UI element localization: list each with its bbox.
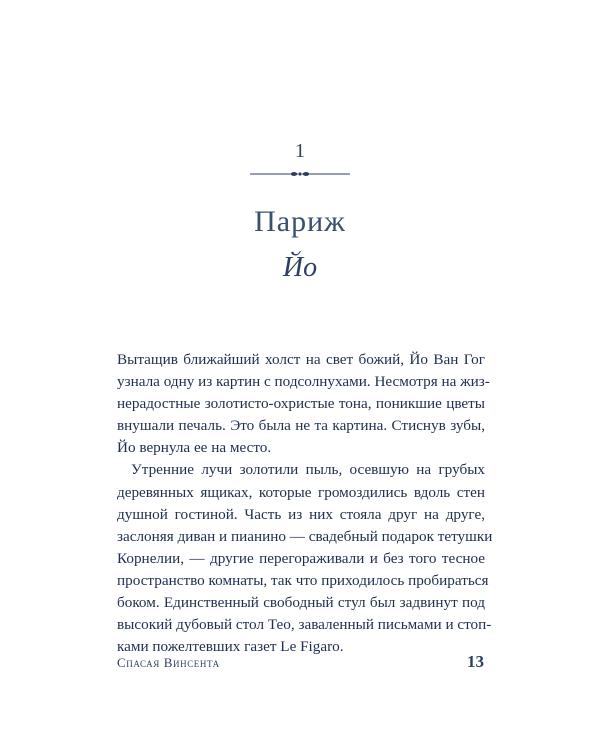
text-line: Йо вернула ее на место.: [117, 439, 272, 457]
text-line: боком. Единственный свободный стул был задвинут под: [117, 594, 485, 612]
text-line: пространство комнаты, так что приходилось пробираться: [117, 571, 489, 589]
divider-ornament-icon: [250, 168, 350, 180]
page-number: 13: [467, 652, 484, 671]
text-line: ками пожелтевших газет Le Figaro.: [117, 638, 344, 656]
text-line: нерадостные золотисто-охристые тона, поникшие цветы: [117, 395, 485, 413]
chapter-number: 1: [295, 140, 305, 162]
text-line: Вытащив ближайший холст на свет божий, Йо Ван Гог: [117, 351, 485, 368]
text-line: душной гостиной. Часть из них стояла друг на друге,: [117, 505, 485, 523]
text-line: высокий дубовый стол Тео, заваленный письмами и стоп-: [117, 616, 492, 634]
running-footer-title: Спасая Винсента: [117, 655, 220, 670]
text-line: Утренние лучи золотили пыль, осевшую на грубых: [131, 461, 485, 479]
text-line: деревянных ящиках, которые громоздились вдоль стен: [117, 483, 485, 501]
chapter-narrator: Йо: [282, 252, 318, 283]
text-line: заслоняя диван и пианино — свадебный подарок тетушки: [117, 527, 493, 545]
text-line: узнала одну из картин с подсолнухами. Несмотря на жиз-: [117, 373, 490, 391]
text-line: Корнелии, — другие перегораживали и без того тесное: [117, 549, 485, 567]
chapter-title: Париж: [254, 205, 346, 238]
text-line: внушали печаль. Это была не та картина. Стиснув зубы,: [117, 417, 485, 435]
body-text: [117, 349, 493, 658]
